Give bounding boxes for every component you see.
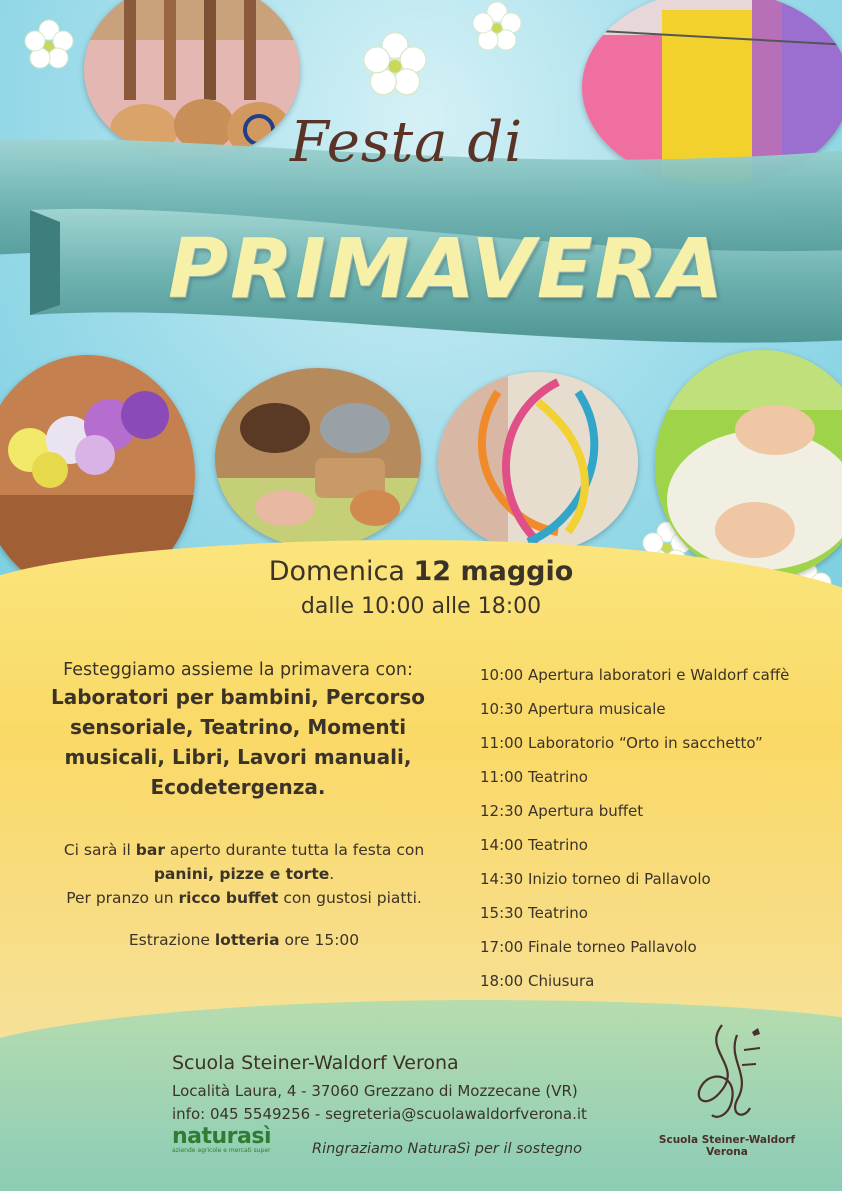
school-contact: info: 045 5549256 - segreteria@scuolawaldorfverona.it xyxy=(172,1105,587,1123)
schedule-item: 11:00 Laboratorio “Orto in sacchetto” xyxy=(480,734,763,752)
schedule-item: 14:00 Teatrino xyxy=(480,836,588,854)
blossom-icon xyxy=(360,30,430,100)
school-logo-line2: Verona xyxy=(706,1146,748,1158)
event-date: Domenica 12 maggio xyxy=(268,556,574,587)
blossom-icon xyxy=(470,0,524,54)
schedule-item: 11:00 Teatrino xyxy=(480,768,588,786)
schedule-list xyxy=(480,664,835,1004)
photo-ribbon-mobile xyxy=(438,372,638,552)
schedule-item: 15:30 Teatrino xyxy=(480,904,588,922)
school-address: Località Laura, 4 - 37060 Grezzano di Mozzecane (VR) xyxy=(172,1082,578,1100)
school-info xyxy=(172,1052,587,1126)
schedule-item: 12:30 Apertura buffet xyxy=(480,802,644,820)
school-logo xyxy=(652,1020,802,1170)
intro-activities: Laboratori per bambini, Percorso sensoriale, Teatrino, Momenti musicali, Libri, Lavori manuali, Ecodetergenza. xyxy=(50,685,425,799)
school-name: Scuola Steiner-Waldorf Verona xyxy=(172,1052,459,1074)
schedule-item: 10:30 Apertura musicale xyxy=(480,700,666,718)
lottery-info: Estrazione lotteria ore 15:00 xyxy=(128,931,360,949)
naturasi-logo xyxy=(172,1124,287,1174)
info-block xyxy=(18,838,470,910)
intro-block xyxy=(18,660,458,802)
school-logo-icon xyxy=(682,1020,772,1130)
schedule-item: 17:00 Finale torneo Pallavolo xyxy=(480,938,697,956)
title-line-1: Festa di xyxy=(290,110,524,175)
schedule-item: 18:00 Chiusura xyxy=(480,972,595,990)
bar-info: Ci sarà il bar aperto durante tutta la festa con xyxy=(63,841,425,859)
schedule-item: 14:30 Inizio torneo di Pallavolo xyxy=(480,870,711,888)
schedule-item: 10:00 Apertura laboratori e Waldorf caffè xyxy=(480,666,790,684)
sponsor-thanks: Ringraziamo NaturaSì per il sostegno xyxy=(312,1141,582,1157)
sponsor-tagline: aziende agricole e mercati super xyxy=(172,1147,271,1154)
sponsor-brand: naturasì xyxy=(172,1124,272,1149)
event-hours: dalle 10:00 alle 18:00 xyxy=(300,594,542,619)
photo-felt-animals xyxy=(215,368,421,548)
blossom-icon xyxy=(22,18,76,72)
intro-lead: Festeggiamo assieme la primavera con: xyxy=(63,660,413,680)
food-info: panini, pizze e torte. xyxy=(153,865,335,883)
school-logo-line1: Scuola Steiner-Waldorf xyxy=(658,1134,796,1146)
title-line-2: PRIMAVERA xyxy=(168,222,726,317)
lunch-info: Per pranzo un ricco buffet con gustosi piatti. xyxy=(66,889,422,907)
